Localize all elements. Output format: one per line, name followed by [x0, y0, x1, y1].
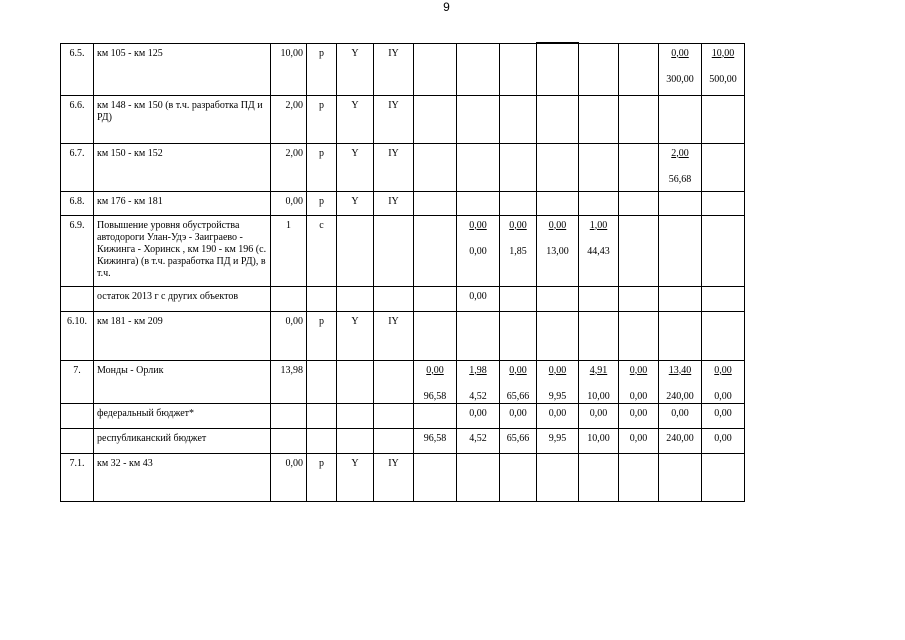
value-cell: 0,00: [579, 403, 619, 428]
value-bottom: 0,00: [714, 390, 732, 402]
road-section-name: Повышение уровня обустройства автодороги Улан-Удэ - Заиграево - Кижинга - Хоринск , км 190 - км 196 (с. Кижинга) (в т.ч. разработка ПД и РД), в т.ч.: [94, 215, 271, 286]
value-bottom: 56,68: [668, 173, 692, 185]
value-bottom: 44,43: [587, 245, 610, 257]
work-type-cell: р: [307, 43, 337, 95]
value-top: 1,98: [469, 364, 487, 376]
length-cell: 0,00: [271, 453, 307, 501]
value-top: 4,91: [589, 364, 608, 376]
category-cell: Y: [337, 453, 374, 501]
value-bottom: 0,00: [469, 245, 487, 257]
value-cell: [702, 360, 745, 403]
table-row: [61, 215, 745, 286]
value-cell: [537, 360, 579, 403]
value-top: 13,40: [668, 364, 692, 376]
road-section-name: км 105 - км 125: [94, 43, 271, 95]
table-row: [61, 143, 745, 191]
work-type-cell: р: [307, 95, 337, 143]
work-type-cell: р: [307, 191, 337, 215]
row-number: 6.6.: [61, 95, 94, 143]
length-cell: 0,00: [271, 191, 307, 215]
road-section-name: км 150 - км 152: [94, 143, 271, 191]
value-cell: 0,00: [500, 403, 537, 428]
value-bottom: 9,95: [548, 390, 567, 402]
category-cell: Y: [337, 43, 374, 95]
value-cell: [702, 43, 745, 95]
value-cell: 9,95: [537, 428, 579, 453]
class-cell: IY: [374, 43, 414, 95]
value-cell: [457, 215, 500, 286]
value-cell: 240,00: [659, 428, 702, 453]
value-cell: [659, 360, 702, 403]
value-bottom: 65,66: [506, 390, 530, 402]
category-cell: Y: [337, 95, 374, 143]
value-top: 0,00: [629, 364, 648, 376]
row-label: остаток 2013 г с других объектов: [94, 286, 271, 311]
category-cell: Y: [337, 311, 374, 360]
road-works-table: [60, 42, 745, 502]
class-cell: IY: [374, 143, 414, 191]
row-number: 6.9.: [61, 215, 94, 286]
value-top: 1,00: [589, 219, 608, 231]
work-type-cell: р: [307, 143, 337, 191]
road-section-name: км 32 - км 43: [94, 453, 271, 501]
category-cell: Y: [337, 191, 374, 215]
row-number: 7.: [61, 360, 94, 403]
value-top: 10,00: [711, 47, 735, 59]
work-type-cell: р: [307, 453, 337, 501]
value-top: 0,00: [548, 219, 567, 231]
road-section-name: км 148 - км 150 (в т.ч. разработка ПД и РД): [94, 95, 271, 143]
value-cell: [659, 43, 702, 95]
value-top: 0,00: [548, 364, 567, 376]
value-cell: 4,52: [457, 428, 500, 453]
value-top: 0,00: [469, 219, 487, 231]
row-number: 6.7.: [61, 143, 94, 191]
row-number: 6.5.: [61, 43, 94, 95]
class-cell: IY: [374, 311, 414, 360]
value-top: 2,00: [671, 147, 689, 159]
value-cell: [500, 360, 537, 403]
value-cell: [457, 360, 500, 403]
table-row: [61, 191, 745, 215]
value-cell: [659, 143, 702, 191]
value-bottom: 4,52: [469, 390, 487, 402]
table-row: [61, 95, 745, 143]
value-cell: 0,00: [619, 428, 659, 453]
table-row: [61, 453, 745, 501]
value-cell: [537, 215, 579, 286]
class-cell: IY: [374, 95, 414, 143]
value-cell: 0,00: [702, 403, 745, 428]
row-label: республиканский бюджет: [94, 428, 271, 453]
table-row: [61, 360, 745, 403]
work-type-cell: р: [307, 311, 337, 360]
length-cell: 10,00: [271, 43, 307, 95]
table-row: [61, 43, 745, 95]
page-number: 9: [443, 0, 450, 14]
value-bottom: 1,85: [509, 245, 527, 257]
value-bottom: 500,00: [709, 73, 737, 85]
row-number: 6.8.: [61, 191, 94, 215]
work-type-cell: с: [307, 215, 337, 286]
length-cell: 2,00: [271, 143, 307, 191]
length-cell: 2,00: [271, 95, 307, 143]
table-row: [61, 311, 745, 360]
value-top: 0,00: [671, 47, 689, 59]
value-cell: 0,00: [457, 286, 500, 311]
row-number: 7.1.: [61, 453, 94, 501]
row-label: федеральный бюджет*: [94, 403, 271, 428]
value-cell: 0,00: [619, 403, 659, 428]
class-cell: IY: [374, 191, 414, 215]
value-cell: [579, 215, 619, 286]
value-bottom: 300,00: [666, 73, 694, 85]
value-cell: 0,00: [457, 403, 500, 428]
value-top: 0,00: [714, 364, 732, 376]
value-cell: [414, 360, 457, 403]
row-number: 6.10.: [61, 311, 94, 360]
value-top: 0,00: [509, 219, 527, 231]
value-bottom: 96,58: [423, 390, 447, 402]
value-cell: [579, 360, 619, 403]
category-cell: Y: [337, 143, 374, 191]
value-cell: 65,66: [500, 428, 537, 453]
value-cell: 0,00: [659, 403, 702, 428]
value-bottom: 13,00: [546, 245, 569, 257]
road-section-name: км 181 - км 209: [94, 311, 271, 360]
value-top: 0,00: [509, 364, 527, 376]
value-cell: [500, 215, 537, 286]
value-cell: 0,00: [537, 403, 579, 428]
value-cell: 96,58: [414, 428, 457, 453]
value-cell: 10,00: [579, 428, 619, 453]
length-cell: 1: [271, 215, 307, 286]
table-row: [61, 403, 745, 428]
value-bottom: 10,00: [587, 390, 610, 402]
value-bottom: 0,00: [629, 390, 648, 402]
class-cell: IY: [374, 453, 414, 501]
value-top: 0,00: [426, 364, 444, 376]
length-cell: 0,00: [271, 311, 307, 360]
length-cell: 13,98: [271, 360, 307, 403]
road-section-name: км 176 - км 181: [94, 191, 271, 215]
value-cell: 0,00: [702, 428, 745, 453]
road-section-name: Монды - Орлик: [94, 360, 271, 403]
value-cell: [619, 360, 659, 403]
value-bottom: 240,00: [666, 390, 694, 402]
table-row: [61, 286, 745, 311]
table-row: [61, 428, 745, 453]
